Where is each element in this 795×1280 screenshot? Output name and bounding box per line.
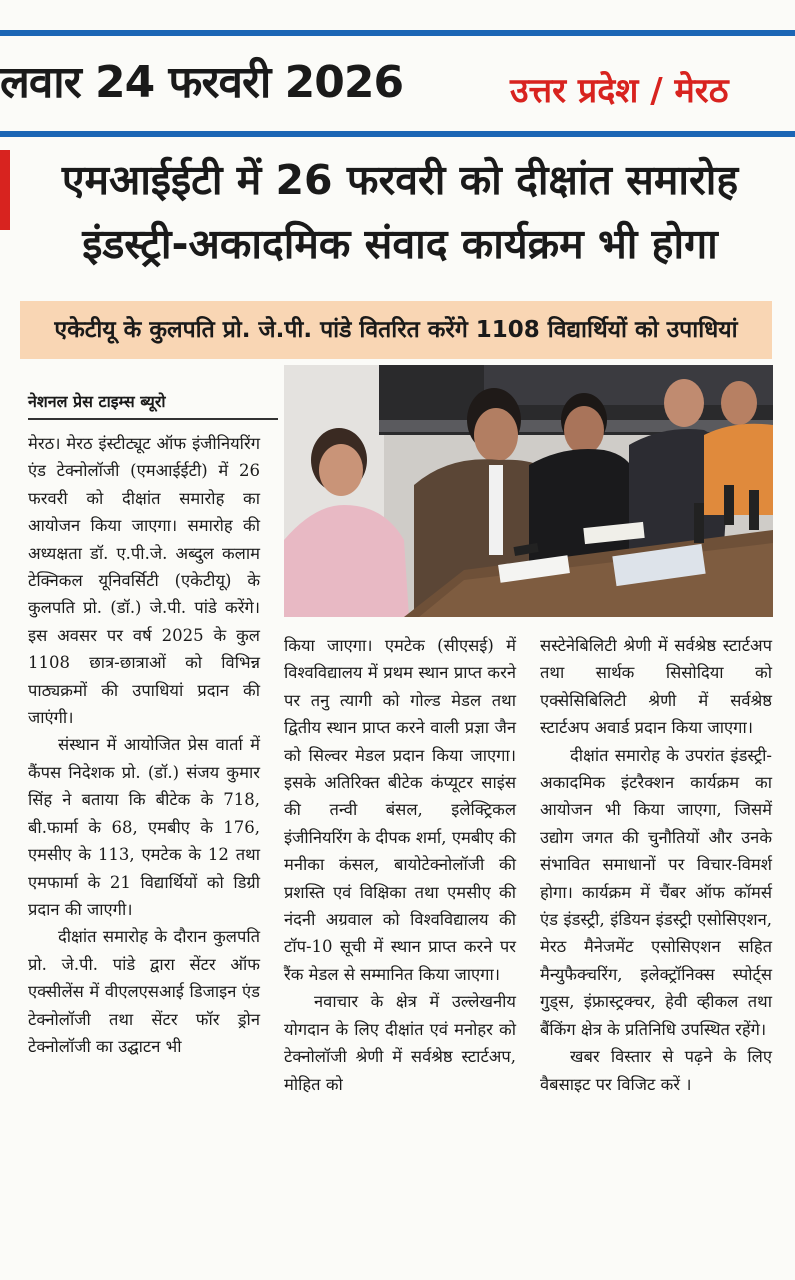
article-paragraph: किया जाएगा। एमटेक (सीएसई) में विश्वविद्यालय में प्रथम स्थान प्राप्त करने पर तनु त्यागी को गोल्ड मेडल तथा द्वितीय स्थान प्राप्त करने वाली प्रज्ञा जैन को सिल्वर मेडल प्रदान किया जाएगा। इसके अतिरिक्त बीटेक कंप्यूटर साइंस की तन्वी बंसल, इलेक्ट्रिकल इंजीनियरिंग के दीपक शर्मा, एमबीए की मनीका कंसल, बायोटेक्नोलॉजी की प्रशस्ति एवं विक्षिका तथा एमसीए की नंदनी अग्रवाल को विश्वविद्यालय की टॉप-10 सूची में स्थान प्राप्त करने पर रैंक मेडल से सम्मानित किया जाएगा। bbox=[284, 636, 516, 984]
article-column-2 bbox=[284, 632, 516, 1098]
headline-line-2: इंडस्ट्री-अकादमिक संवाद कार्यक्रम भी होगा bbox=[82, 220, 718, 268]
section-marker bbox=[0, 150, 10, 230]
masthead bbox=[0, 44, 795, 126]
edition-region: उत्तर प्रदेश / मेरठ bbox=[510, 71, 729, 111]
article-paragraph: दीक्षांत समारोह के उपरांत इंडस्ट्री-अकादमिक इंटरैक्शन कार्यक्रम का आयोजन भी किया जाएगा, जिसमें उद्योग जगत की चुनौतियों और उनके संभावित समाधानों पर विचार-विमर्श होगा। कार्यक्रम में चैंबर ऑफ कॉमर्स एंड इंडस्ट्री, इंडियन इंडस्ट्री एसोसिएशन, मेरठ मैनेजमेंट एसोसिएशन सहित मैन्युफैक्चरिंग, इलेक्ट्रॉनिक्स स्पोर्ट्स गुड्स, इंफ्रास्ट्रक्चर, हेवी व्हीकल तथा बैंकिंग क्षेत्र के प्रतिनिधि उपस्थित रहेंगे। bbox=[540, 745, 772, 1039]
headline-line-1: एमआईईटी में 26 फरवरी को दीक्षांत समारोह bbox=[61, 156, 739, 204]
article-column-1 bbox=[28, 430, 260, 1060]
article-paragraph: संस्थान में आयोजित प्रेस वार्ता में कैंपस निदेशक प्रो. (डॉ.) संजय कुमार सिंह ने बताया कि बीटेक के 718, बी.फार्मा के 68, एमबीए के 176, एमसीए के 113, एमटेक के 12 तथा एमफार्मा के 21 विद्यार्थियों को डिग्री प्रदान की जाएगी। bbox=[28, 735, 260, 919]
masthead-bottom-rule bbox=[0, 131, 795, 137]
article-closing-note: खबर विस्तार से पढ़ने के लिए वैबसाइट पर विजिट करें । bbox=[540, 1047, 772, 1094]
press-conference-photo bbox=[284, 365, 773, 617]
article-paragraph: दीक्षांत समारोह के दौरान कुलपति प्रो. जे.पी. पांडे द्वारा सेंटर ऑफ एक्सीलेंस में वीएलएसआई डिजाइन एंड टेक्नोलॉजी तथा सेंटर फॉर ड्रोन टेक्नोलॉजी का उद्घाटन भी bbox=[28, 927, 260, 1056]
headline bbox=[20, 148, 780, 276]
subheadline: एकेटीयू के कुलपति प्रो. जे.पी. पांडे वितरित करेंगे 1108 विद्यार्थियों को उपाधियां bbox=[54, 317, 738, 343]
article-column-3 bbox=[540, 632, 772, 1098]
masthead-top-rule bbox=[0, 30, 795, 36]
article-paragraph: सस्टेनेबिलिटी श्रेणी में सर्वश्रेष्ठ स्टार्टअप तथा सार्थक सिसोदिया को एक्सेसिबिलिटी श्रेणी में सर्वश्रेष्ठ स्टार्टअप अवार्ड प्रदान किया जाएगा। bbox=[540, 636, 772, 738]
article-paragraph: नवाचार के क्षेत्र में उल्लेखनीय योगदान के लिए दीक्षांत एवं मनोहर को टेक्नोलॉजी श्रेणी में सर्वश्रेष्ठ स्टार्टअप, मोहित को bbox=[284, 992, 516, 1094]
byline: नेशनल प्रेस टाइम्स ब्यूरो bbox=[28, 390, 278, 420]
article-paragraph: मेरठ। मेरठ इंस्टीट्यूट ऑफ इंजीनियरिंग एंड टेक्नोलॉजी (एमआईईटी) में 26 फरवरी को दीक्षांत समारोह का आयोजन किया जाएगा। समारोह की अध्यक्षता डॉ. ए.पी.जे. अब्दुल कलाम टेक्निकल यूनिवर्सिटी (एकेटीयू) के कुलपति प्रो. (डॉ.) जे.पी. पांडे करेंगे। इस अवसर पर वर्ष 2025 के कुल 1108 छात्र-छात्राओं को विभिन्न पाठ्यक्रमों की उपाधियां प्रदान की जाएंगी। bbox=[28, 434, 260, 728]
edition-date: लवार 24 फरवरी 2026 bbox=[0, 57, 404, 108]
